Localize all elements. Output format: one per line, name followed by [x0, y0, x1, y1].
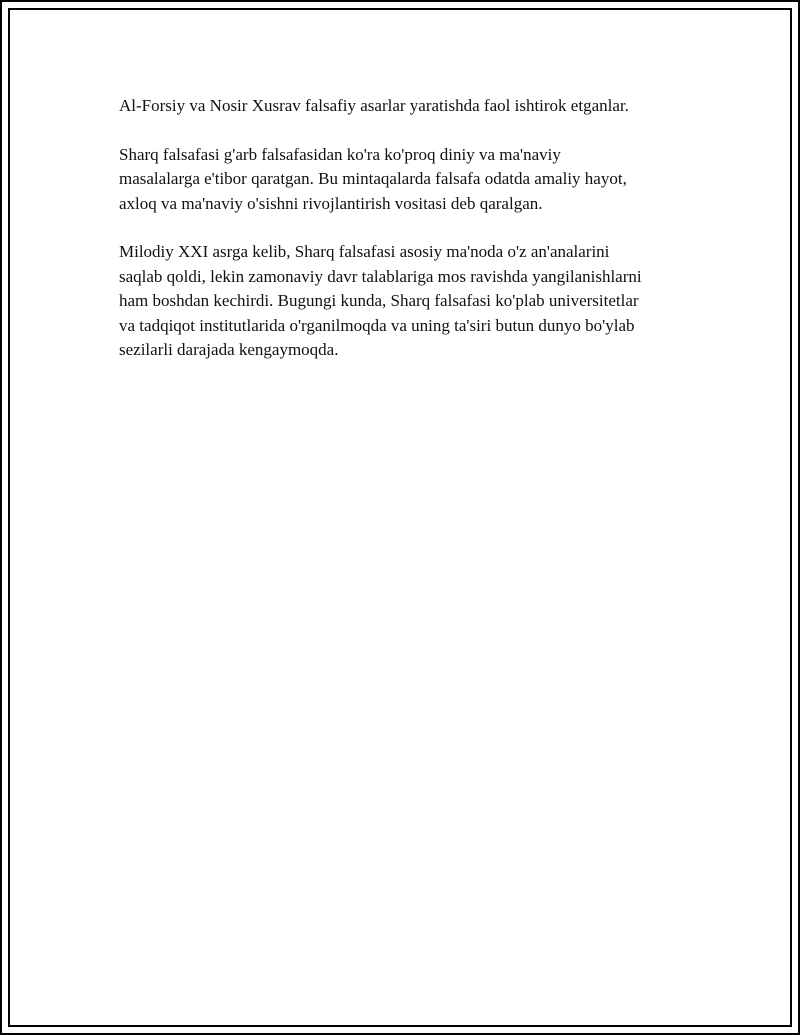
paragraph-line: Sharq falsafasi g'arb falsafasidan ko'ra ko'proq diniy va ma'naviy: [119, 144, 561, 164]
paragraph-line: sezilarli darajada kengaymoqda.: [119, 340, 339, 359]
paragraph-2: [119, 143, 709, 217]
paragraph-1: [119, 94, 709, 119]
paragraph-line: saqlab qoldi, lekin zamonaviy davr talablariga mos ravishda yangilanishlarni: [119, 266, 642, 286]
paragraph-line: axloq va ma'naviy o'sishni rivojlantirish vositasi deb qaralgan.: [119, 193, 543, 213]
paragraph-line: ham boshdan kechirdi. Bugungi kunda, Sharq falsafasi ko'plab universitetlar: [119, 291, 639, 310]
paragraph-line: Milodiy XXI asrga kelib, Sharq falsafasi asosiy ma'noda o'z an'analarini: [119, 242, 610, 261]
paragraph-line: va tadqiqot institutlarida o'rganilmoqda va uning ta'siri butun dunyo bo'ylab: [119, 315, 635, 335]
paragraph-3: [119, 240, 709, 363]
document-body: [119, 94, 709, 387]
paragraph-line: masalalarga e'tibor qaratgan. Bu mintaqalarda falsafa odatda amaliy hayot,: [119, 169, 627, 188]
paragraph-line: Al-Forsiy va Nosir Xusrav falsafiy asarlar yaratishda faol ishtirok etganlar.: [119, 96, 629, 115]
